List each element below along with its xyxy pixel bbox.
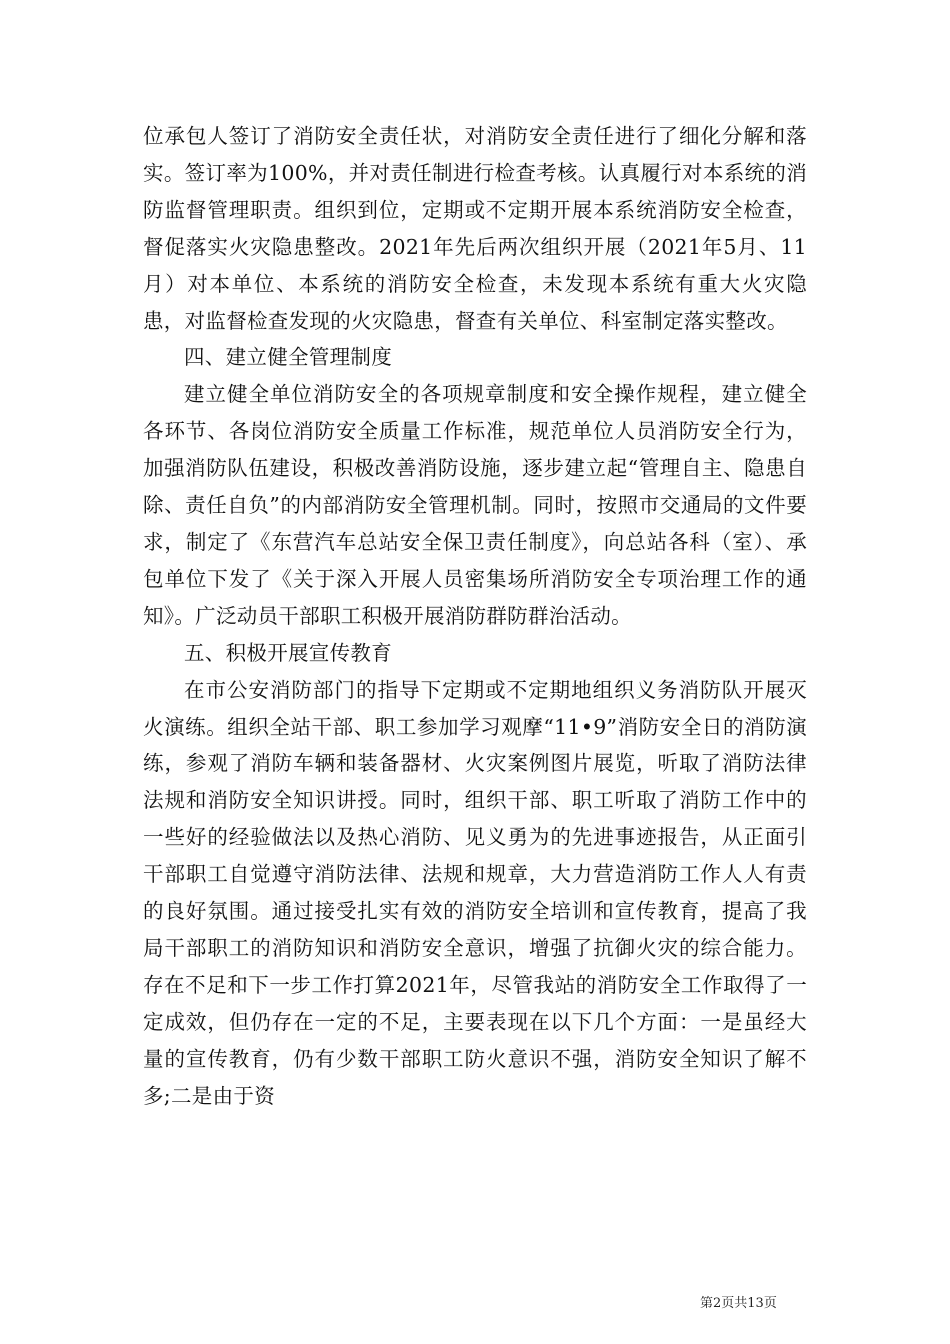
paragraph-management-system: 建立健全单位消防安全的各项规章制度和安全操作规程，建立健全各环节、各岗位消防安全质量工作标准，规范单位人员消防安全行为，加强消防队伍建设，积极改善消防设施，逐步建立起“管理自主、隐患自除、责任自负”的内部消防安全管理机制。同时，按照市交通局的文件要求，制定了《东营汽车总站安全保卫责任制度》，向总站各科（室）、承包单位下发了《关于深入开展人员密集场所消防安全专项治理工作的通知》。广泛动员干部职工积极开展消防群防群治活动。 (143, 382, 807, 628)
paragraph-publicity-education: 在市公安消防部门的指导下定期或不定期地组织义务消防队开展灭火演练。组织全站干部、职工参加学习观摩“11•9”消防安全日的消防演练，参观了消防车辆和装备器材、火灾案例图片展览，听取了消防法律法规和消防安全知识讲授。同时，组织干部、职工听取了消防工作中的一些好的经验做法以及热心消防、见义勇为的先进事迹报告，从正面引干部职工自觉遵守消防法律、法规和规章，大力营造消防工作人人有责的良好氛围。通过接受扎实有效的消防安全培训和宣传教育，提高了我局干部职工的消防知识和消防安全意识，增强了抗御火灾的综合能力。存在不足和下一步工作打算2021年，尽管我站的消防安全工作取得了一定成效，但仍存在一定的不足，主要表现在以下几个方面：一是虽经大量的宣传教育，仍有少数干部职工防火意识不强，消防安全知识了解不多;二是由于资 (143, 677, 807, 1108)
page-number-footer: 第2页共13页 (700, 1296, 777, 1311)
section-heading-five: 五、积极开展宣传教育 (184, 640, 392, 665)
document-body (143, 118, 807, 1114)
paragraph-continuation: 位承包人签订了消防安全责任状，对消防安全责任进行了细化分解和落实。签订率为100%，并对责任制进行检查考核。认真履行对本系统的消防监督管理职责。组织到位，定期或不定期开展本系统消防安全检查，督促落实火灾隐患整改。2021年先后两次组织开展（2021年5月、11月）对本单位、本系统的消防安全检查，未发现本系统有重大火灾隐患，对监督检查发现的火灾隐患，督查有关单位、科室制定落实整改。 (143, 124, 807, 333)
section-heading-four: 四、建立健全管理制度 (184, 345, 392, 370)
